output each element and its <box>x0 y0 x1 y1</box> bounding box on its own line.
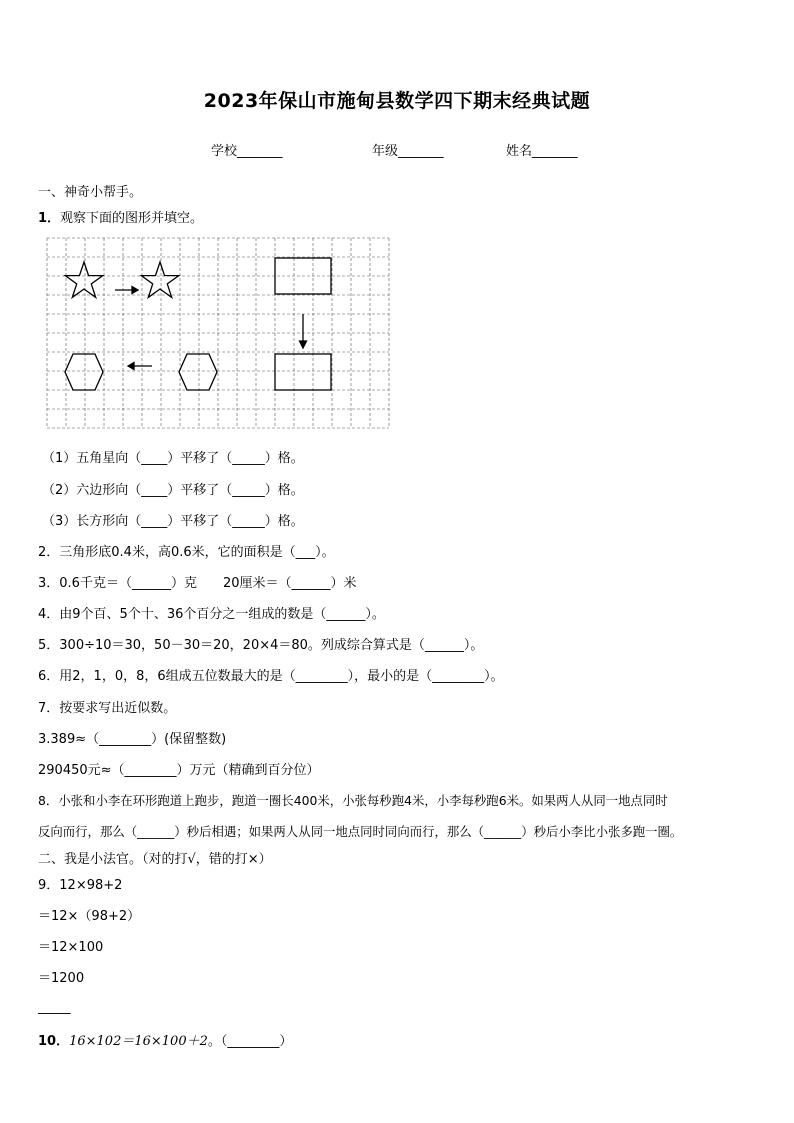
section1-heading: 一、神奇小帮手。 <box>38 185 143 200</box>
school-field <box>211 140 283 159</box>
name-label: 姓名 <box>506 144 533 159</box>
left-arrow <box>128 363 152 370</box>
grade-label: 年级 <box>372 144 399 159</box>
grid-lines <box>47 238 389 428</box>
q10-tail: 。（________） <box>207 1034 293 1049</box>
section2-heading: 二、我是小法官。（对的打√，错的打×） <box>38 852 272 867</box>
q7-a: 3.389≈（________）(保留整数) <box>38 732 227 747</box>
q3: 3．0.6千克＝（______）克 20厘米＝（______）米 <box>38 576 357 591</box>
q9-line1: 9．12×98+2 <box>38 878 123 893</box>
grade-blank: _______ <box>398 144 444 159</box>
page-title: 2023年保山市施甸县数学四下期末经典试题 <box>203 90 591 112</box>
q10-number: 10． <box>38 1034 70 1049</box>
q1-sub-1: （1）五角星向（____）平移了（_____）格。 <box>42 451 304 466</box>
q5: 5．300÷10＝30，50－30＝20，20×4＝80。列成综合算式是（______）。 <box>38 638 484 653</box>
school-label: 学校 <box>211 144 238 159</box>
q1-sub-2: （2）六边形向（____）平移了（_____）格。 <box>42 483 304 498</box>
name-blank: _______ <box>532 144 578 159</box>
q1 <box>38 207 203 226</box>
q10-expression: 16×102＝16×100＋2 <box>69 1034 208 1049</box>
q6: 6．用2，1，0，8，6组成五位数最大的是（________），最小的是（________）。 <box>38 669 504 684</box>
q4: 4．由9个百、5个十、36个百分之一组成的数是（______）。 <box>38 607 385 622</box>
rectangle-moved <box>275 354 331 390</box>
q1-sub-3: （3）长方形向（____）平移了（_____）格。 <box>42 514 304 529</box>
name-field <box>506 140 578 159</box>
hexagon-moved <box>65 354 103 390</box>
q1-text: 观察下面的图形并填空。 <box>60 211 204 226</box>
q7-b: 290450元≈（________）万元（精确到百分位） <box>38 763 320 778</box>
q9-line3: ＝12×100 <box>38 940 104 955</box>
grade-field <box>372 140 444 159</box>
q9-answer-blank: _____ <box>38 1000 71 1015</box>
q8-line2: 反向而行，那么（______）秒后相遇；如果两人从同一地点同时同向而行，那么（______）秒后小李比小张多跑一圈。 <box>38 824 683 839</box>
right-arrow <box>115 287 138 294</box>
q8-line1: 8．小张和小李在环形跑道上跑步，跑道一圈长400米，小张每秒跑4米，小李每秒跑6米。如果两人从同一地点同时 <box>38 793 668 808</box>
star-original <box>65 262 102 297</box>
q9-line2: ＝12×（98+2） <box>38 909 141 924</box>
q10 <box>38 1030 292 1049</box>
down-arrow <box>300 314 307 348</box>
q2: 2．三角形底0.4米，高0.6米，它的面积是（___）。 <box>38 545 335 560</box>
q7: 7．按要求写出近似数。 <box>38 701 177 716</box>
translation-grid-figure <box>46 237 390 431</box>
q1-number: 1． <box>38 211 61 226</box>
star-moved <box>141 262 178 297</box>
q9-line4: ＝1200 <box>38 971 85 986</box>
school-blank: _______ <box>237 144 283 159</box>
hexagon-original <box>179 354 217 390</box>
